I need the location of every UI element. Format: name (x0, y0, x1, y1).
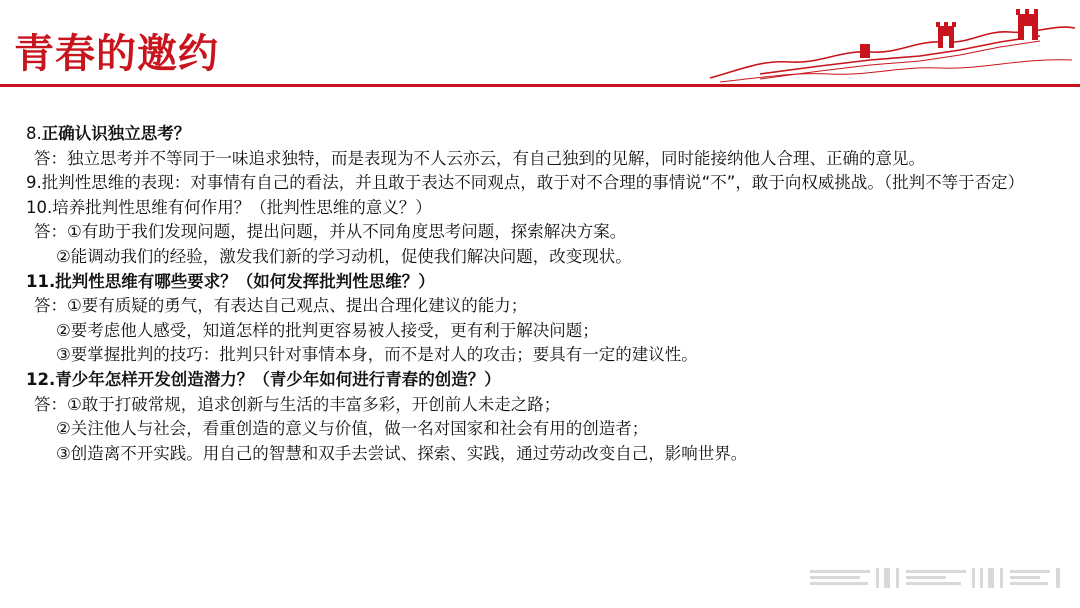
page-title: 青春的邀约 (14, 31, 219, 77)
great-wall-icon (700, 0, 1080, 90)
answer-10-2: ②能调动我们的经验，激发我们新的学习动机，促使我们解决问题，改变现状。 (56, 246, 632, 266)
answer-12-2: ②关注他人与社会，看重创造的意义与价值，做一名对国家和社会有用的创造者； (56, 419, 649, 439)
line-11: 11.批判性思维有哪些要求？（如何发挥批判性思维？） (26, 271, 435, 291)
content-body (26, 122, 1071, 466)
line-10: 10.培养批判性思维有何作用？（批判性思维的意义？） (26, 197, 432, 217)
header-rule (0, 84, 1080, 87)
q8-prefix: 8. (26, 124, 42, 143)
barcode-decoration (810, 566, 1070, 590)
answer-11-1: 答：①要有质疑的勇气，有表达自己观点、提出合理化建议的能力； (34, 296, 528, 316)
answer-10-1: 答：①有助于我们发现问题，提出问题，并从不同角度思考问题，探索解决方案。 (34, 222, 627, 242)
answer-12-3: ③创造离不开实践。用自己的智慧和双手去尝试、探索、实践，通过劳动改变自己，影响世界。 (56, 443, 748, 463)
answer-11-3: ③要掌握批判的技巧：批判只针对事情本身，而不是对人的攻击；要具有一定的建议性。 (56, 345, 698, 365)
header (0, 0, 1080, 100)
line-9: 9.批判性思维的表现：对事情有自己的看法，并且敢于表达不同观点，敢于对不合理的事情说“不”，敢于向权威挑战。（批判不等于否定） (26, 173, 1025, 193)
answer-8: 答：独立思考并不等同于一味追求独特，而是表现为不人云亦云，有自己独到的见解，同时能接纳他人合理、正确的意见。 (34, 148, 925, 168)
line-12: 12.青少年怎样开发创造潜力？（青少年如何进行青春的创造？） (26, 369, 501, 389)
line-8 (26, 122, 1071, 147)
q8-title: 正确认识独立思考？ (41, 124, 191, 143)
answer-11-2: ②要考虑他人感受，知道怎样的批判更容易被人接受，更有利于解决问题； (56, 320, 599, 340)
answer-12-1: 答：①敢于打破常规，追求创新与生活的丰富多彩，开创前人未走之路； (34, 394, 561, 414)
